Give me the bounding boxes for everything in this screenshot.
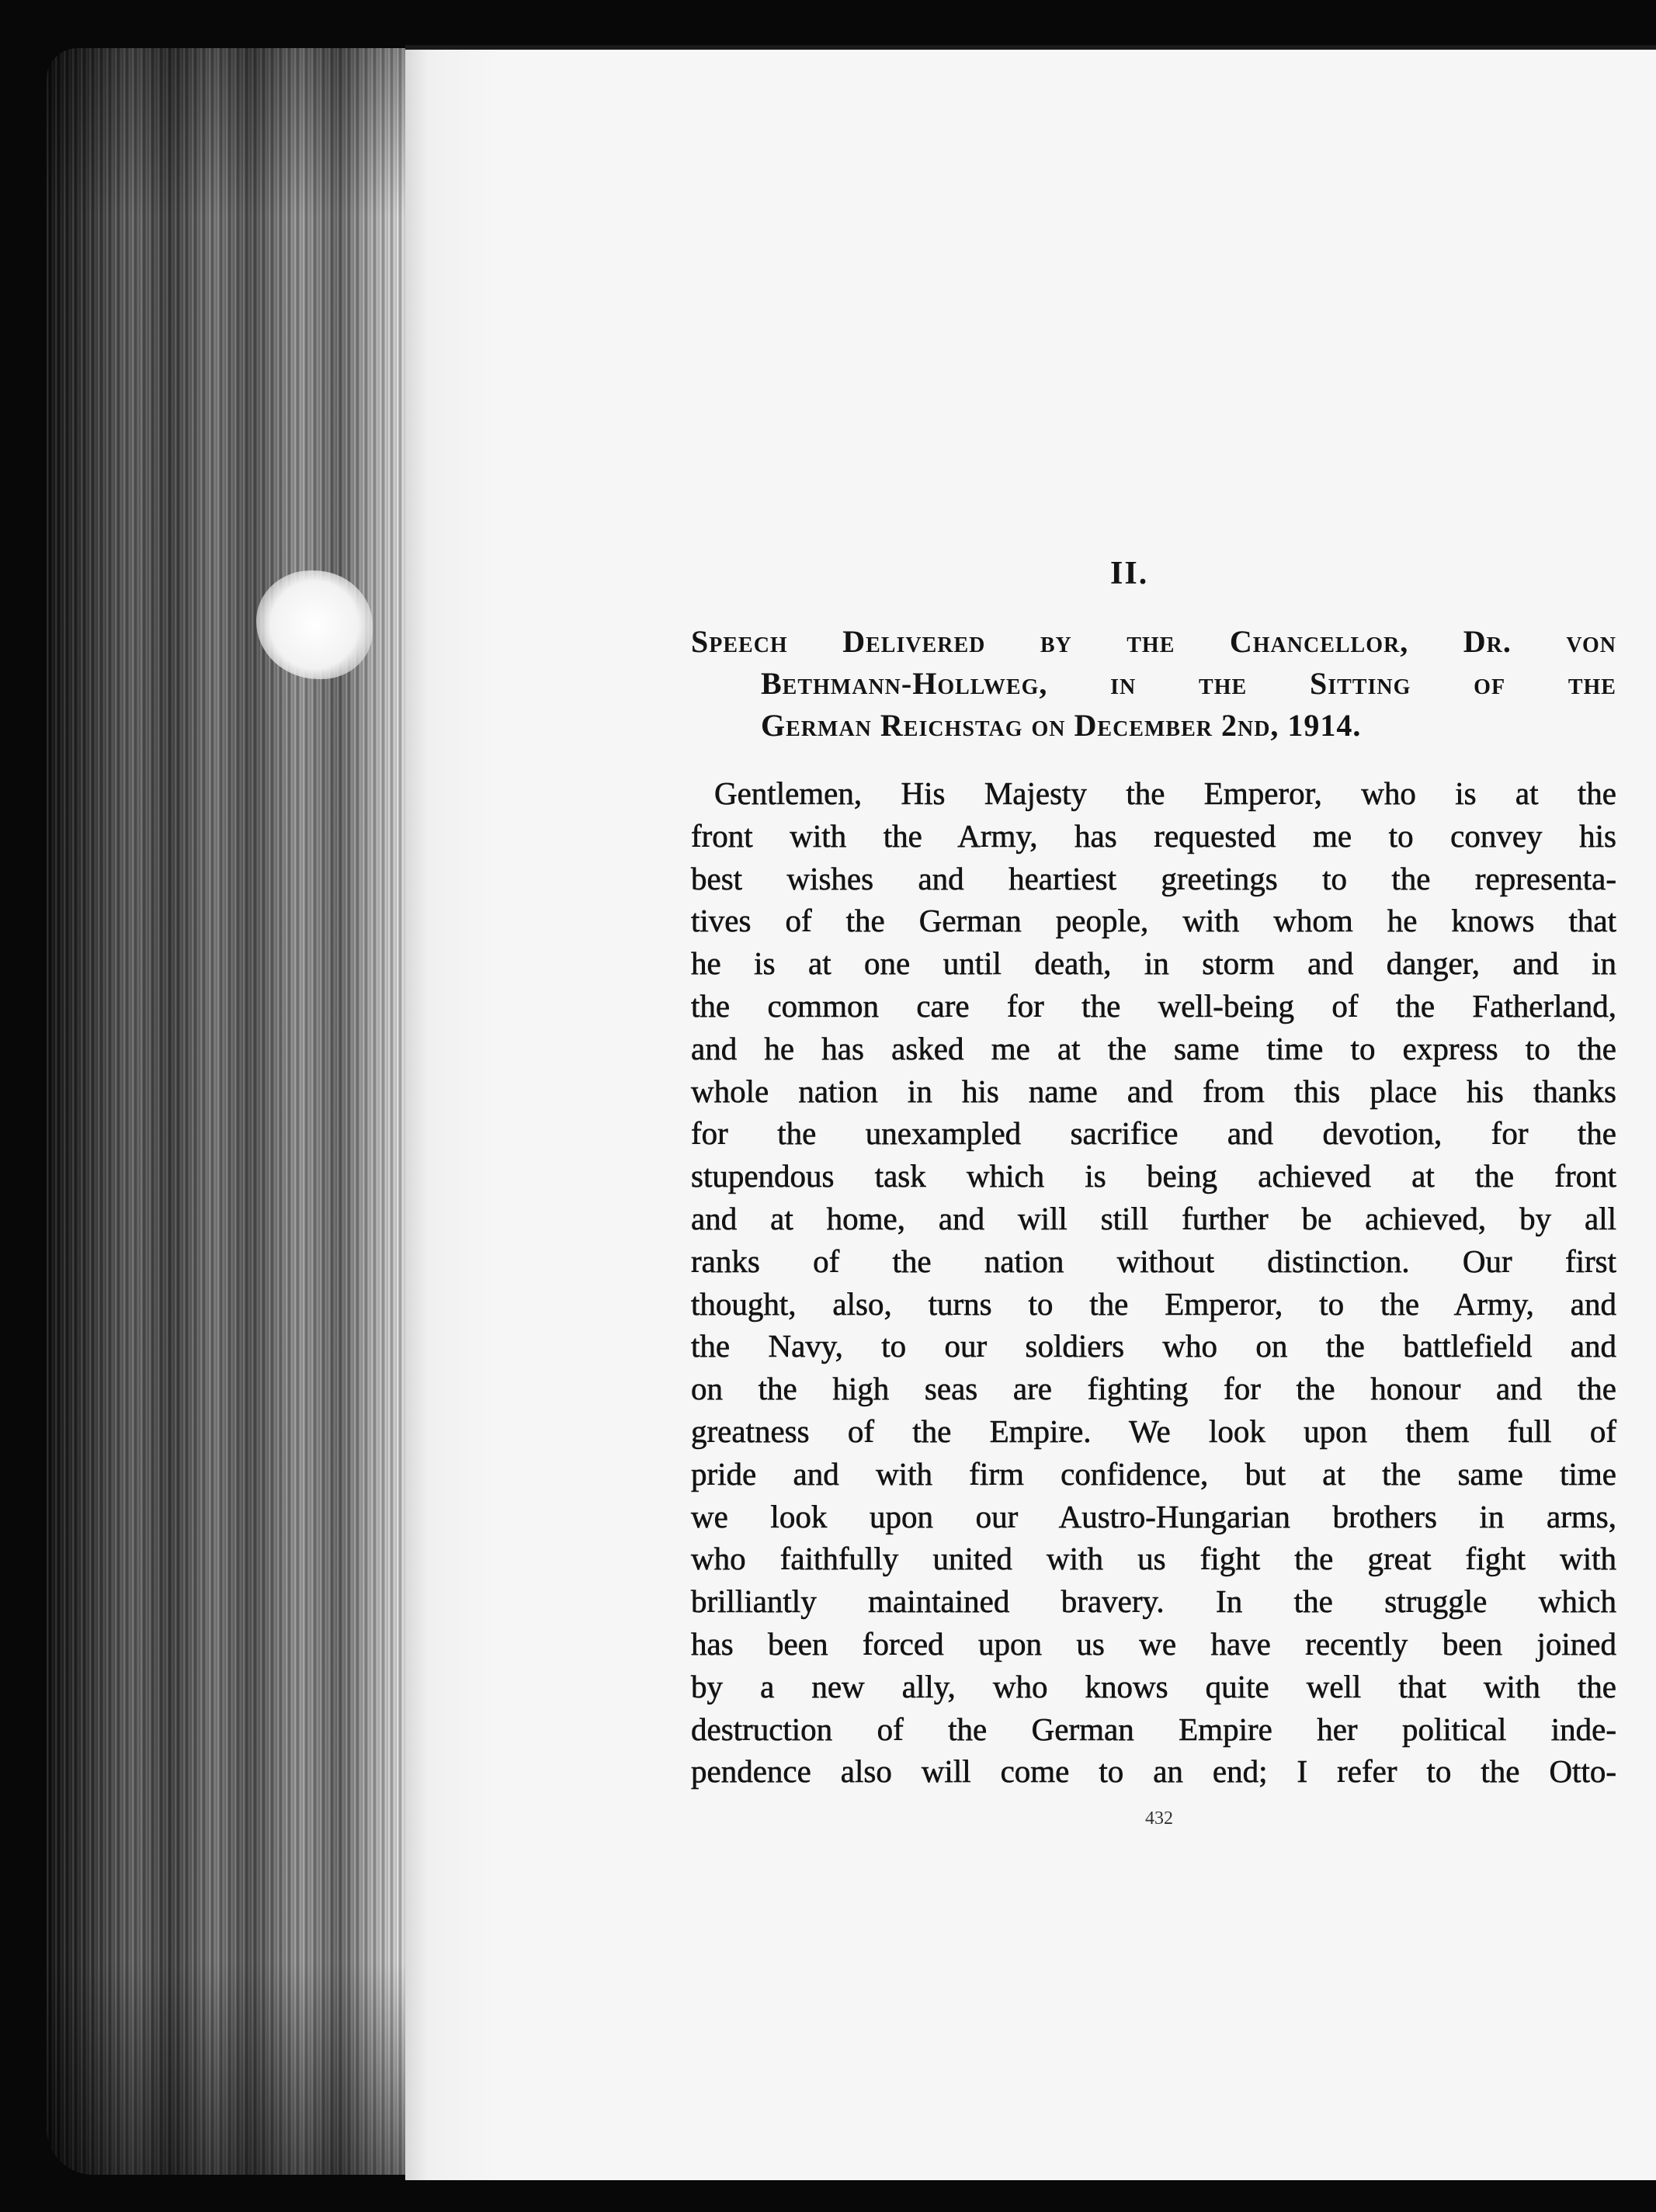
body-line: ranks of the nation without distinction. Our first (691, 1243, 1616, 1279)
body-line: pendence also will come to an end; I refer to the Otto- (691, 1753, 1616, 1790)
body-line: greatness of the Empire. We look upon them full of (691, 1413, 1616, 1449)
body-line: brilliantly maintained bravery. In the struggle which (691, 1583, 1616, 1620)
body-line: pride and with firm confidence, but at the same time (691, 1455, 1616, 1492)
body-line: for the unexampled sacrifice and devotion, for the (691, 1115, 1616, 1152)
heading-line: German Reichstag on December 2nd, 1914. (761, 708, 1362, 743)
body-line: thought, also, turns to the Emperor, to the Army, and (691, 1285, 1616, 1322)
speech-body (691, 772, 1616, 1793)
body-line: the common care for the well-being of the Fatherland, (691, 987, 1616, 1024)
body-line: he is at one until death, in storm and danger, and in (691, 945, 1616, 982)
body-line: we look upon our Austro-Hungarian brothers in arms, (691, 1498, 1616, 1534)
body-line: by a new ally, who knows quite well that with the (691, 1668, 1616, 1704)
body-line: front with the Army, has requested me to convey his (691, 817, 1616, 854)
heading-line: Bethmann-Hollweg, in the Sitting of the (761, 666, 1616, 701)
body-line: stupendous task which is being achieved at the front (691, 1158, 1616, 1194)
heading-line: Speech Delivered by the Chancellor, Dr. von (691, 624, 1616, 659)
body-line: the Navy, to our soldiers who on the battlefield and (691, 1328, 1616, 1364)
body-line: has been forced upon us we have recently been joined (691, 1625, 1616, 1662)
body-line: whole nation in his name and from this place his thanks (691, 1073, 1616, 1109)
body-line: destruction of the German Empire her political inde- (691, 1711, 1616, 1747)
body-line: on the high seas are fighting for the honour and the (691, 1371, 1616, 1407)
page-number: 432 (1145, 1808, 1173, 1829)
body-line: best wishes and heartiest greetings to the representa- (691, 860, 1616, 896)
book-edge-shadow (47, 48, 411, 2175)
section-number: II. (1110, 556, 1149, 591)
body-line: and at home, and will still further be achieved, by all (691, 1200, 1616, 1236)
body-line: tives of the German people, with whom he knows that (691, 903, 1616, 939)
speech-heading (691, 621, 1616, 747)
body-line: and he has asked me at the same time to express to the (691, 1030, 1616, 1066)
body-line: Gentlemen, His Majesty the Emperor, who is at the (714, 775, 1616, 811)
body-line: who faithfully united with us fight the great fight with (691, 1541, 1616, 1577)
